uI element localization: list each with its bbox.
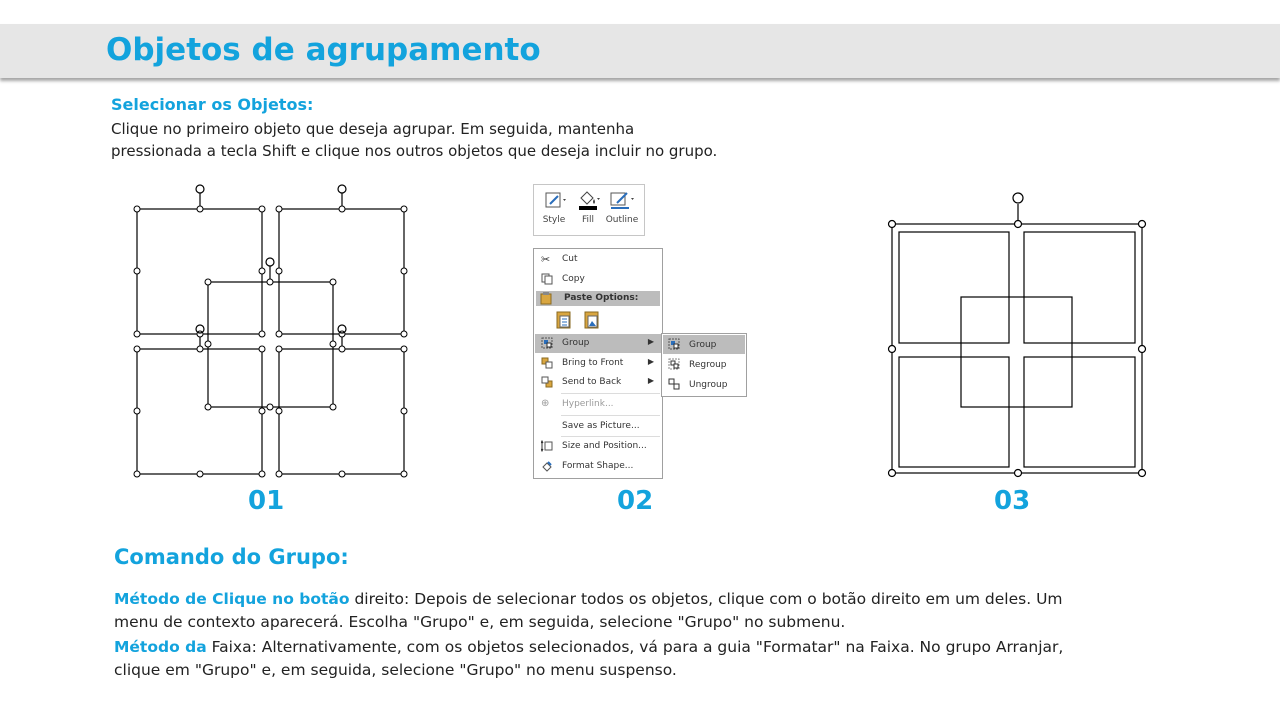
pen-outline-icon <box>609 189 637 211</box>
menu-item-send-to-back-label: Send to Back <box>562 377 622 387</box>
menu-item-group-label: Group <box>562 338 590 348</box>
menu-item-copy[interactable] <box>535 270 661 289</box>
group-bounding-box <box>892 224 1142 473</box>
menu-item-hyperlink[interactable] <box>535 395 661 414</box>
submenu-item-group[interactable] <box>663 335 745 354</box>
group-icon <box>541 337 553 349</box>
ungroup-icon <box>668 378 680 390</box>
outline-button[interactable] <box>605 185 639 233</box>
shape-bottom-right <box>279 349 404 474</box>
menu-item-hyperlink-label: Hyperlink... <box>562 399 614 409</box>
menu-item-cut[interactable] <box>535 250 661 269</box>
rotate-handle-icons <box>196 185 346 333</box>
style-button[interactable] <box>537 185 571 233</box>
shape-top-left <box>137 209 262 334</box>
method-ribbon-paragraph <box>114 636 1074 682</box>
shape-bottom-left <box>899 357 1009 467</box>
regroup-icon <box>668 358 680 370</box>
clipboard-icon <box>540 292 552 305</box>
figure-label-02: 02 <box>617 486 654 516</box>
figure-label-03: 03 <box>994 486 1031 516</box>
method-right-click-highlight: Método de Clique no botão <box>114 590 350 608</box>
paste-keep-formatting-icon[interactable] <box>556 310 572 330</box>
method-ribbon-text: Faixa: Alternativamente, com os objetos selecionados, vá para a guia "Formatar" na Faixa. No grupo Arranjar, clique em "Grupo" e, em seguida, selecione "Grupo" no menu suspenso. <box>114 638 1064 679</box>
submenu-arrow-icon: ▶ <box>647 337 654 346</box>
method-right-click-paragraph <box>114 588 1074 634</box>
format-shape-icon <box>541 460 553 472</box>
menu-item-group[interactable] <box>535 334 661 353</box>
intro-line-1: Clique no primeiro objeto que deseja agrupar. Em seguida, mantenha <box>111 120 635 138</box>
size-position-icon <box>541 440 553 452</box>
menu-item-save-as-picture[interactable] <box>535 417 661 436</box>
group-command-heading: Comando do Grupo: <box>114 545 349 569</box>
fill-label: Fill <box>581 215 595 225</box>
figure-label-01: 01 <box>248 486 285 516</box>
menu-item-bring-to-front[interactable] <box>535 354 661 373</box>
method-right-click-text: direito: Depois de selecionar todos os objetos, clique com o botão direito em um deles. Um menu de contexto aparecerá. Escolha "Grupo" e, em seguida, selecione "Grupo" no submenu. <box>114 590 1063 631</box>
menu-item-size-and-position[interactable] <box>535 437 661 456</box>
menu-item-copy-label: Copy <box>562 274 585 284</box>
group-submenu <box>661 333 747 397</box>
send-to-back-icon <box>541 376 553 388</box>
shape-top-right <box>1024 232 1135 343</box>
context-menu <box>533 248 663 479</box>
select-objects-heading: Selecionar os Objetos: <box>111 95 314 114</box>
submenu-item-ungroup-label: Ungroup <box>689 380 728 390</box>
menu-item-size-and-position-label: Size and Position... <box>562 441 647 451</box>
menu-item-send-to-back[interactable] <box>535 373 661 392</box>
submenu-arrow-icon: ▶ <box>647 357 654 366</box>
fill-button[interactable] <box>571 185 605 233</box>
submenu-item-regroup[interactable] <box>663 355 745 374</box>
paste-options-label: Paste Options: <box>564 293 639 303</box>
menu-item-bring-to-front-label: Bring to Front <box>562 358 624 368</box>
figure-03-grouped-shapes <box>884 186 1152 482</box>
shape-bottom-right <box>1024 357 1135 467</box>
menu-item-format-shape[interactable] <box>535 457 661 476</box>
submenu-arrow-icon: ▶ <box>647 376 654 385</box>
style-label: Style <box>542 215 566 225</box>
hyperlink-icon: ⊕ <box>541 398 550 409</box>
method-ribbon-highlight: Método da <box>114 638 207 656</box>
paste-picture-icon[interactable] <box>584 310 600 330</box>
menu-item-format-shape-label: Format Shape... <box>562 461 634 471</box>
shape-bottom-left <box>137 349 262 474</box>
shape-style-icon <box>543 190 567 210</box>
rotate-handle-icon <box>1013 193 1023 203</box>
outline-label: Outline <box>605 215 639 225</box>
group-icon <box>668 338 680 350</box>
copy-icon <box>541 273 553 285</box>
menu-separator <box>561 415 660 416</box>
submenu-item-ungroup[interactable] <box>663 375 745 394</box>
menu-item-save-as-picture-label: Save as Picture... <box>562 421 640 431</box>
submenu-item-regroup-label: Regroup <box>689 360 727 370</box>
intro-text <box>111 118 811 162</box>
page-title: Objetos de agrupamento <box>106 32 541 68</box>
submenu-item-group-label: Group <box>689 340 717 350</box>
shape-center <box>961 297 1072 407</box>
shape-center <box>208 282 333 407</box>
paint-bucket-icon <box>576 189 602 211</box>
paste-options-header <box>536 291 660 306</box>
shape-top-right <box>279 209 404 334</box>
intro-line-2: pressionada a tecla Shift e clique nos outros objetos que deseja incluir no grupo. <box>111 142 718 160</box>
menu-item-cut-label: Cut <box>562 254 578 264</box>
ribbon-shape-styles-group <box>533 184 645 236</box>
bring-to-front-icon <box>541 357 553 369</box>
figure-01-selected-shapes <box>128 180 418 482</box>
scissors-icon: ✂ <box>541 253 551 266</box>
shape-top-left <box>899 232 1009 343</box>
menu-separator <box>561 393 660 394</box>
